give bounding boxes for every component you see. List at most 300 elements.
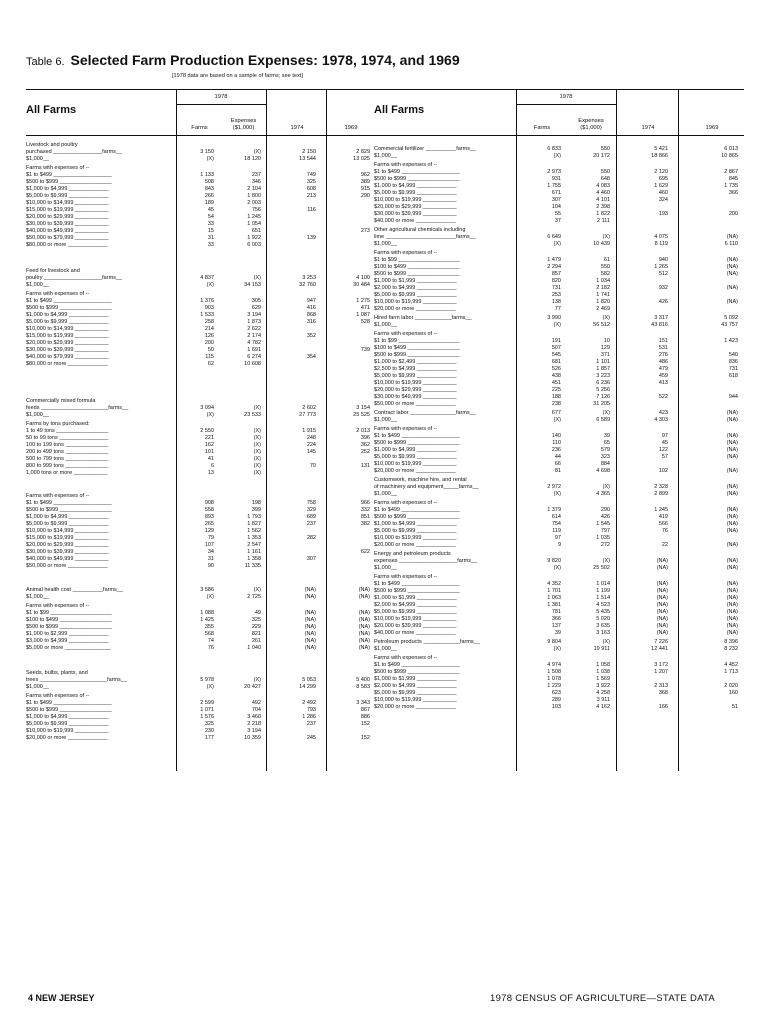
cell-expenses-1978: 1 514 — [596, 595, 610, 601]
row-label: $1,000__ — [374, 241, 397, 247]
row-label: $500 to $999 _________________ — [26, 707, 112, 713]
cell-farms-1978: 3 150 — [200, 149, 214, 155]
footer-page-state: 4 NEW JERSEY — [28, 993, 95, 1003]
cell-farms-1978: 236 — [551, 447, 561, 453]
cell-1969: 8 396 — [724, 639, 738, 645]
cell-farms-1978: 55 — [554, 211, 561, 217]
row-label: Contract labor _______________farms__ — [374, 410, 476, 416]
table-row — [374, 426, 744, 433]
cell-expenses-1978: 323 — [600, 454, 610, 460]
header-farms-right: Farms — [533, 125, 551, 131]
cell-expenses-1978: (X) — [253, 428, 261, 434]
table-row — [26, 165, 374, 172]
table-row — [374, 352, 744, 359]
table-row — [26, 435, 374, 442]
cell-1974: 460 — [658, 190, 668, 196]
cell-expenses-1978: 648 — [600, 176, 610, 182]
cell-expenses-1978: 325 — [251, 617, 261, 623]
table-row — [26, 528, 374, 535]
cell-1974: (NA) — [656, 609, 668, 615]
row-label: Farms with expenses of -- — [26, 693, 90, 699]
cell-farms-1978: 230 — [204, 728, 214, 734]
cell-expenses-1978: 550 — [600, 146, 610, 152]
cell-expenses-1978: 1 827 — [247, 521, 261, 527]
cell-1969: 5 092 — [724, 315, 738, 321]
row-label: $1,000 to $4,999 _____________ — [26, 514, 109, 520]
cell-farms-1978: 1 576 — [200, 714, 214, 720]
cell-expenses-1978: (X) — [602, 234, 610, 240]
table-row — [26, 200, 374, 207]
row-label: $1 to $499 ___________________ — [374, 169, 460, 175]
row-label: $500 to $999 _________________ — [26, 305, 112, 311]
cell-1974: 947 — [306, 298, 316, 304]
cell-farms-1978: 545 — [551, 352, 561, 358]
cell-1969: 2 020 — [724, 683, 738, 689]
row-label: $40,000 or more _____________ — [374, 630, 456, 636]
table-row — [26, 617, 374, 624]
table-row — [26, 340, 374, 347]
cell-1974: 5 421 — [654, 146, 668, 152]
cell-1974: (NA) — [304, 631, 316, 637]
table-row — [374, 204, 744, 211]
row-label: Seeds, bulbs, plants, and — [26, 670, 88, 676]
row-label: $20,000 or more _____________ — [26, 735, 108, 741]
cell-expenses-1978: (X) — [253, 449, 261, 455]
cell-expenses-1978: 1 873 — [247, 319, 261, 325]
cell-farms-1978: 1 755 — [547, 183, 561, 189]
cell-1969: 2 867 — [724, 169, 738, 175]
cell-expenses-1978: 10 608 — [244, 361, 261, 367]
row-label: $5,000 to $9,999 _____________ — [26, 193, 109, 199]
row-label: Farms with expenses of -- — [26, 165, 90, 171]
row-label: $10,000 to $14,999 ___________ — [26, 326, 109, 332]
cell-farms-1978: (X) — [206, 412, 214, 418]
cell-1974: (NA) — [656, 558, 668, 564]
cell-expenses-1978: 1 038 — [596, 669, 610, 675]
cell-1974: (NA) — [656, 588, 668, 594]
cell-1969: 1 713 — [724, 669, 738, 675]
cell-1974: 1 265 — [654, 264, 668, 270]
table-row — [26, 193, 374, 200]
cell-1969: (NA) — [358, 587, 370, 593]
cell-expenses-1978: 4 258 — [596, 690, 610, 696]
cell-1974: 213 — [306, 193, 316, 199]
table-row — [374, 491, 744, 498]
cell-farms-1978: 451 — [551, 380, 561, 386]
row-label: Commercial fertilizer __________farms__ — [374, 146, 477, 152]
cell-expenses-1978: 3 911 — [596, 697, 610, 703]
right-table-panel — [374, 89, 744, 771]
cell-expenses-1978: 11 335 — [244, 563, 261, 569]
cell-1974: 13 544 — [299, 156, 316, 162]
cell-farms-1978: 188 — [551, 394, 561, 400]
table-row — [26, 354, 374, 361]
cell-expenses-1978: 651 — [251, 228, 261, 234]
table-row — [26, 333, 374, 340]
row-label: Hired farm labor ____________farms__ — [374, 315, 472, 321]
cell-expenses-1978: 3 163 — [596, 630, 610, 636]
table-row — [26, 275, 374, 282]
cell-farms-1978: 77 — [554, 306, 561, 312]
row-label: Farms with expenses of -- — [26, 291, 90, 297]
cell-farms-1978: 526 — [551, 366, 561, 372]
cell-1969: (NA) — [726, 491, 738, 497]
cell-1974: 224 — [306, 442, 316, 448]
table-row — [26, 735, 374, 742]
cell-1969: 290 — [360, 193, 370, 199]
left-table-panel — [26, 89, 374, 771]
cell-expenses-1978: 61 — [603, 257, 610, 263]
cell-farms-1978: 90 — [207, 563, 214, 569]
cell-1974: 245 — [306, 735, 316, 741]
row-label: $5,000 to $9,999 _____________ — [374, 373, 457, 379]
row-label: $1,000__ — [26, 594, 49, 600]
cell-1974: (NA) — [656, 581, 668, 587]
cell-farms-1978: 1 063 — [547, 595, 561, 601]
cell-farms-1978: 9 — [557, 542, 561, 548]
cell-1969: 731 — [728, 366, 738, 372]
row-label: $1,000__ — [26, 282, 49, 288]
table-row — [26, 456, 374, 463]
cell-farms-1978: 41 — [207, 456, 214, 462]
cell-expenses-1978: (X) — [253, 470, 261, 476]
cell-expenses-1978: 39 — [603, 433, 610, 439]
table-row — [374, 306, 744, 313]
cell-farms-1978: 103 — [551, 704, 561, 710]
table-row — [26, 470, 374, 477]
cell-expenses-1978: 129 — [600, 345, 610, 351]
cell-1969: (NA) — [358, 624, 370, 630]
all-farms-heading-right: All Farms — [374, 104, 425, 116]
cell-expenses-1978: 6 003 — [247, 242, 261, 248]
row-label: $1,000__ — [374, 153, 397, 159]
cell-expenses-1978: 399 — [251, 507, 261, 513]
cell-1969: 273 — [360, 228, 370, 234]
cell-expenses-1978: (X) — [602, 558, 610, 564]
cell-1969: (NA) — [726, 468, 738, 474]
table-row — [26, 186, 374, 193]
row-label: $50,000 or more _____________ — [374, 401, 456, 407]
table-row — [26, 542, 374, 549]
table-row — [374, 257, 744, 264]
row-label: $10,000 to $19,999 ___________ — [374, 616, 457, 622]
cell-farms-1978: 781 — [551, 609, 561, 615]
row-label: $500 to $999 _________________ — [374, 514, 460, 520]
cell-farms-1978: 265 — [204, 521, 214, 527]
table-row — [374, 662, 744, 669]
cell-expenses-1978: 1 741 — [596, 292, 610, 298]
cell-1974: (NA) — [656, 602, 668, 608]
row-label: $5,000 to $9,999 _____________ — [374, 190, 457, 196]
cell-expenses-1978: 1 161 — [247, 549, 261, 555]
cell-farms-1978: 126 — [204, 333, 214, 339]
cell-farms-1978: 355 — [204, 624, 214, 630]
table-row — [374, 292, 744, 299]
cell-1974: (NA) — [304, 638, 316, 644]
row-label: $20,000 or more _____________ — [374, 468, 456, 474]
cell-1974: 416 — [306, 305, 316, 311]
cell-expenses-1978: (X) — [602, 639, 610, 645]
cell-farms-1978: (X) — [206, 156, 214, 162]
cell-1974: 531 — [658, 345, 668, 351]
row-label: Farms with expenses of -- — [374, 426, 438, 432]
right-table-header — [374, 89, 744, 136]
cell-1974: 749 — [306, 172, 316, 178]
row-label: $500 to $999 _________________ — [374, 669, 460, 675]
cell-1969: 851 — [360, 514, 370, 520]
header-expenses: Expenses ($1,000) — [230, 118, 257, 131]
row-label: $1,000__ — [374, 646, 397, 652]
cell-1974: 413 — [658, 380, 668, 386]
row-label: $1 to $99 ____________________ — [374, 257, 460, 263]
cell-farms-1978: 253 — [551, 292, 561, 298]
cell-farms-1978: 189 — [204, 200, 214, 206]
table-row — [26, 405, 374, 412]
row-label: $20,000 to $29,999 ___________ — [374, 387, 457, 393]
table-row — [374, 704, 744, 711]
row-label: Other agricultural chemicals including — [374, 227, 466, 233]
cell-1974: 2 328 — [654, 484, 668, 490]
row-label: $1,000__ — [374, 491, 397, 497]
cell-expenses-1978: (X) — [253, 405, 261, 411]
cell-1974: 122 — [658, 447, 668, 453]
row-label: $30,000 to $39,999 ___________ — [374, 211, 457, 217]
table-row — [26, 500, 374, 507]
cell-1974: (NA) — [304, 587, 316, 593]
row-label: $5,000 to $9,999 _____________ — [374, 528, 457, 534]
row-label: $80,000 or more _____________ — [26, 242, 108, 248]
cell-farms-1978: 4 974 — [547, 662, 561, 668]
row-label: $1 to $99 ____________________ — [26, 610, 112, 616]
cell-1969: 43 757 — [721, 322, 738, 328]
table-row — [374, 169, 744, 176]
table-row — [374, 602, 744, 609]
row-label: $1,000 to $4,999 _____________ — [26, 312, 109, 318]
header-1974-right: 1974 — [641, 125, 655, 131]
cell-1969: 1 275 — [356, 298, 370, 304]
cell-farms-1978: 677 — [551, 410, 561, 416]
table-row — [374, 535, 744, 542]
cell-expenses-1978: 550 — [600, 264, 610, 270]
table-row — [374, 197, 744, 204]
table-row — [374, 176, 744, 183]
cell-1969: 1 087 — [356, 312, 370, 318]
cell-1974: 566 — [658, 521, 668, 527]
cell-farms-1978: 857 — [551, 271, 561, 277]
cell-1974: 512 — [658, 271, 668, 277]
row-label: $30,000 to $49,999 ___________ — [374, 394, 457, 400]
cell-farms-1978: 140 — [551, 433, 561, 439]
cell-expenses-1978: (X) — [253, 456, 261, 462]
cell-1974: 689 — [306, 514, 316, 520]
cell-1969: (NA) — [726, 581, 738, 587]
cell-1969: 252 — [360, 449, 370, 455]
row-label: $1,000 to $4,999 _____________ — [374, 521, 457, 527]
row-label: Farms with expenses of -- — [374, 162, 438, 168]
cell-1969: (NA) — [726, 630, 738, 636]
cell-1969: 51 — [731, 704, 738, 710]
table-row — [374, 359, 744, 366]
row-label: Farms with expenses of -- — [374, 331, 438, 337]
cell-expenses-1978: 1 569 — [596, 676, 610, 682]
cell-1974: 3 172 — [654, 662, 668, 668]
table-row — [374, 484, 744, 491]
cell-farms-1978: 266 — [204, 193, 214, 199]
cell-expenses-1978: 10 439 — [593, 241, 610, 247]
row-label: Farms with expenses of -- — [26, 493, 90, 499]
cell-1974: (NA) — [304, 610, 316, 616]
cell-farms-1978: 568 — [204, 631, 214, 637]
table-row — [374, 338, 744, 345]
cell-expenses-1978: 1 822 — [596, 211, 610, 217]
cell-farms-1978: 107 — [204, 542, 214, 548]
table-row — [26, 305, 374, 312]
cell-1969: 6 013 — [724, 146, 738, 152]
cell-farms-1978: 81 — [554, 468, 561, 474]
row-label: $20,000 to $29,999 ___________ — [26, 542, 109, 548]
cell-farms-1978: 1 701 — [547, 588, 561, 594]
cell-farms-1978: 177 — [204, 735, 214, 741]
cell-1969: (NA) — [726, 616, 738, 622]
cell-1969: 5 400 — [356, 677, 370, 683]
cell-1969: 739 — [360, 347, 370, 353]
cell-farms-1978: 37 — [554, 218, 561, 224]
table-number: Table 6. — [26, 56, 65, 68]
cell-expenses-1978: 579 — [600, 447, 610, 453]
cell-expenses-1978: 1 054 — [247, 221, 261, 227]
cell-1969: (NA) — [726, 454, 738, 460]
row-label: $1,000__ — [374, 565, 397, 571]
row-label: Commercially mixed formula — [26, 398, 96, 404]
table-row — [26, 312, 374, 319]
cell-1969: (NA) — [726, 609, 738, 615]
row-label: $1,000 to $4,999 _____________ — [374, 183, 457, 189]
cell-1969: 382 — [360, 521, 370, 527]
cell-1969: 2 013 — [356, 428, 370, 434]
row-label: $500 to $999 _________________ — [374, 440, 460, 446]
cell-farms-1978: 9 804 — [547, 639, 561, 645]
cell-farms-1978: 162 — [204, 442, 214, 448]
table-heading: Selected Farm Production Expenses: 1978, 1974, and 1969 — [70, 52, 460, 68]
header-1978-right: 1978 — [559, 94, 573, 100]
row-label: Farms with expenses of -- — [374, 574, 438, 580]
cell-expenses-1978: 2 182 — [596, 285, 610, 291]
cell-farms-1978: 2 294 — [547, 264, 561, 270]
table-row — [374, 278, 744, 285]
row-label: $50,000 to $79,999 ___________ — [26, 235, 109, 241]
table-row — [374, 616, 744, 623]
cell-1974: 2 492 — [302, 700, 316, 706]
row-label: $5,000 to $9,999 _____________ — [374, 609, 457, 615]
cell-1969: 1 423 — [724, 338, 738, 344]
table-row — [374, 401, 744, 408]
cell-1974: 1 245 — [654, 507, 668, 513]
row-label: $5,000 to $9,999 _____________ — [26, 521, 109, 527]
row-label: $10,000 to $19,999 ___________ — [374, 697, 457, 703]
cell-1969: (NA) — [726, 514, 738, 520]
table-row — [26, 449, 374, 456]
cell-1974: 329 — [306, 507, 316, 513]
row-label: $10,000 to $19,999 ___________ — [374, 461, 457, 467]
cell-1969: 622 — [360, 549, 370, 555]
row-label: $1,000 to $2,999 _____________ — [26, 631, 109, 637]
cell-farms-1978: 754 — [551, 521, 561, 527]
cell-1974: (NA) — [304, 594, 316, 600]
table-row — [374, 410, 744, 417]
cell-expenses-1978: 2 003 — [247, 200, 261, 206]
table-row — [374, 387, 744, 394]
cell-expenses-1978: 20 427 — [244, 684, 261, 690]
cell-expenses-1978: (X) — [253, 442, 261, 448]
table-title — [26, 52, 460, 68]
cell-1969: 836 — [728, 359, 738, 365]
row-label: expenses ___________________farms__ — [374, 558, 478, 564]
table-row — [374, 574, 744, 581]
cell-1969: 362 — [360, 442, 370, 448]
header-1978: 1978 — [214, 94, 228, 100]
cell-farms-1978: 908 — [204, 500, 214, 506]
cell-1969: (NA) — [726, 484, 738, 490]
table-row — [374, 623, 744, 630]
table-row — [26, 228, 374, 235]
cell-1969: (NA) — [726, 234, 738, 240]
cell-farms-1978: 931 — [551, 176, 561, 182]
header-farms: Farms — [191, 125, 208, 131]
row-label: $1,000__ — [374, 322, 397, 328]
row-label: 500 to 799 tons ______________ — [26, 456, 109, 462]
cell-farms-1978: 508 — [204, 179, 214, 185]
cell-expenses-1978: 2 547 — [247, 542, 261, 548]
cell-1974: (NA) — [656, 565, 668, 571]
row-label: Animal health cost __________farms__ — [26, 587, 123, 593]
cell-1974: 166 — [658, 704, 668, 710]
row-label: Farms with expenses of -- — [374, 250, 438, 256]
cell-farms-1978: 820 — [551, 278, 561, 284]
cell-expenses-1978: 23 533 — [244, 412, 261, 418]
table-row — [374, 183, 744, 190]
cell-farms-1978: 31 — [207, 556, 214, 562]
cell-farms-1978: 119 — [552, 528, 561, 534]
cell-farms-1978: 1 078 — [547, 676, 561, 682]
table-row — [374, 630, 744, 637]
cell-1974: 43 816 — [651, 322, 668, 328]
table-row — [374, 315, 744, 322]
cell-1974: 22 — [661, 542, 668, 548]
cell-expenses-1978: 2 174 — [247, 333, 261, 339]
cell-farms-1978: (X) — [553, 565, 561, 571]
row-label: Customwork, machine hire, and rental — [374, 477, 467, 483]
cell-1969: 200 — [728, 211, 738, 217]
cell-expenses-1978: 4 523 — [596, 602, 610, 608]
cell-1969: 867 — [360, 707, 370, 713]
row-label: $10,000 to $19,999 ___________ — [26, 728, 109, 734]
table-row — [374, 542, 744, 549]
cell-farms-1978: 74 — [207, 638, 214, 644]
row-label: $15,000 to $19,999 ___________ — [26, 535, 109, 541]
table-row — [26, 700, 374, 707]
table-row — [374, 669, 744, 676]
table-row — [26, 156, 374, 163]
cell-expenses-1978: 704 — [251, 707, 261, 713]
table-row — [374, 565, 744, 572]
row-label: $1,000 to $1,999 _____________ — [374, 595, 457, 601]
cell-1969: 13 025 — [353, 156, 370, 162]
cell-1974: (NA) — [656, 630, 668, 636]
cell-farms-1978: (X) — [206, 282, 214, 288]
cell-1969: (NA) — [726, 257, 738, 263]
row-label: 100 to 199 tons ______________ — [26, 442, 109, 448]
row-label: of machinery and equipment_____farms__ — [374, 484, 479, 490]
